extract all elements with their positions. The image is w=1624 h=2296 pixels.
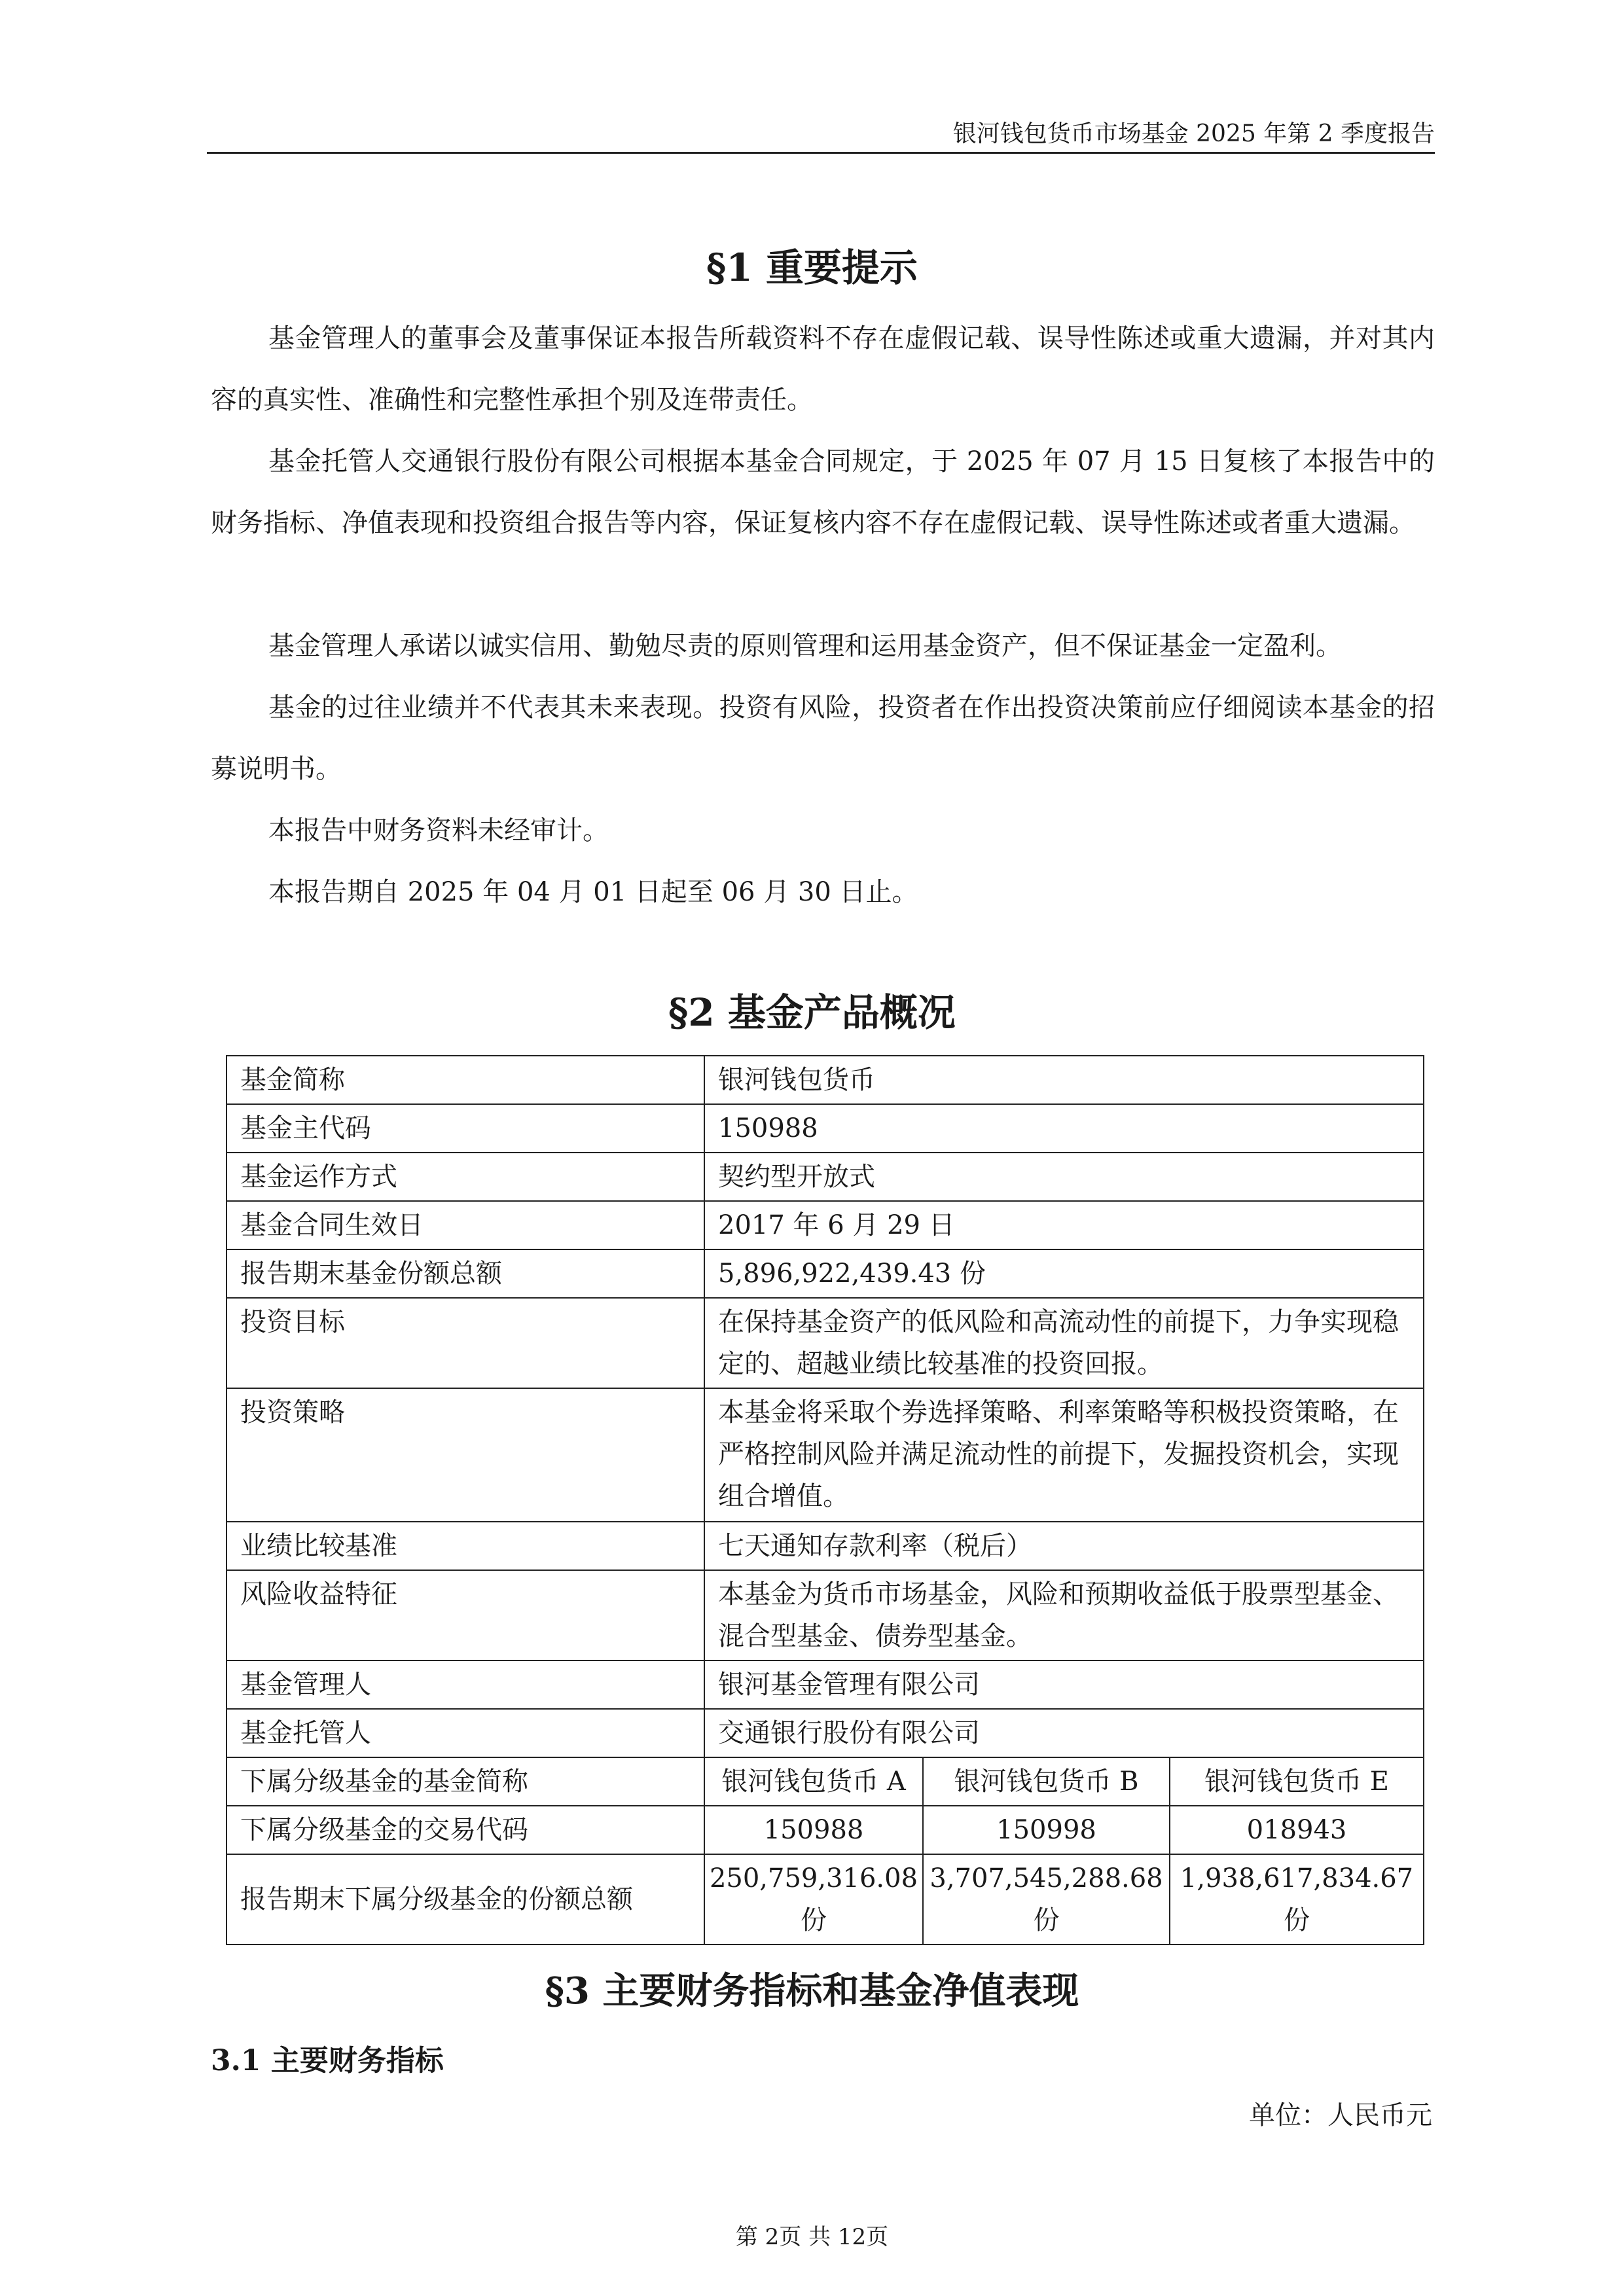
section-1-paragraph: 基金托管人交通银行股份有限公司根据本基金合同规定，于 2025 年 07 月 15 日复核了本报告中的财务指标、净值表现和投资组合报告等内容，保证复核内容不存在虚假记载、误导性陈述或者重大遗漏。: [211, 446, 1435, 538]
table-row: [226, 1201, 1424, 1249]
row-label: 基金托管人: [226, 1709, 704, 1757]
share-class-amount: 3,707,545,288.68 份: [923, 1854, 1170, 1945]
row-value: 交通银行股份有限公司: [704, 1709, 1424, 1757]
row-value: 本基金为货币市场基金，风险和预期收益低于股票型基金、混合型基金、债券型基金。: [704, 1570, 1424, 1660]
share-class-amount: 1,938,617,834.67 份: [1170, 1854, 1424, 1945]
share-class-amount-row: [226, 1854, 1424, 1945]
row-label: 报告期末基金份额总额: [226, 1249, 704, 1298]
section-3-title: §3 主要财务指标和基金净值表现: [545, 1969, 1079, 2013]
table-row: [226, 1660, 1424, 1709]
section-1-paragraph: 基金的过往业绩并不代表其未来表现。投资有风险，投资者在作出投资决策前应仔细阅读本基金的招募说明书。: [211, 692, 1435, 784]
row-value: 七天通知存款利率（税后）: [704, 1522, 1424, 1570]
section-1-paragraph: 本报告中财务资料未经审计。: [268, 816, 609, 846]
share-class-code: 150988: [704, 1806, 923, 1854]
row-label: 报告期末下属分级基金的份额总额: [226, 1854, 704, 1945]
row-value: 2017 年 6 月 29 日: [704, 1201, 1424, 1249]
table-row: [226, 1709, 1424, 1757]
row-value: 银河基金管理有限公司: [704, 1660, 1424, 1709]
subsection-title: 3.1 主要财务指标: [211, 2044, 444, 2077]
currency-unit: 单位：人民币元: [1249, 2100, 1432, 2130]
section-2-title: §2 基金产品概况: [668, 990, 956, 1035]
row-label: 业绩比较基准: [226, 1522, 704, 1570]
share-class-name: 银河钱包货币 A: [704, 1757, 923, 1806]
row-value: 银河钱包货币: [704, 1056, 1424, 1104]
table-row: [226, 1056, 1424, 1104]
table-row: [226, 1153, 1424, 1201]
table-row: [226, 1388, 1424, 1522]
share-class-code: 018943: [1170, 1806, 1424, 1854]
table-row: [226, 1522, 1424, 1570]
row-label: 投资策略: [226, 1388, 704, 1522]
row-label: 基金运作方式: [226, 1153, 704, 1201]
share-class-code-row: [226, 1806, 1424, 1854]
row-value: 本基金将采取个券选择策略、利率策略等积极投资策略，在严格控制风险并满足流动性的前提下，发掘投资机会，实现组合增值。: [704, 1388, 1424, 1522]
row-label: 风险收益特征: [226, 1570, 704, 1660]
share-class-name: 银河钱包货币 B: [923, 1757, 1170, 1806]
share-class-amount: 250,759,316.08 份: [704, 1854, 923, 1945]
page-number: 第 2页 共 12页: [735, 2224, 889, 2250]
section-1-paragraph: 基金管理人承诺以诚实信用、勤勉尽责的原则管理和运用基金资产，但不保证基金一定盈利。: [268, 631, 1342, 661]
table-row: [226, 1570, 1424, 1660]
page-header: [207, 111, 1435, 154]
fund-overview-table: [226, 1055, 1424, 1945]
share-class-name-row: [226, 1757, 1424, 1806]
share-class-name: 银河钱包货币 E: [1170, 1757, 1424, 1806]
row-label: 投资目标: [226, 1298, 704, 1388]
row-value: 契约型开放式: [704, 1153, 1424, 1201]
row-label: 下属分级基金的基金简称: [226, 1757, 704, 1806]
row-label: 基金管理人: [226, 1660, 704, 1709]
table-row: [226, 1249, 1424, 1298]
row-label: 基金主代码: [226, 1104, 704, 1153]
section-1-paragraph: 基金管理人的董事会及董事保证本报告所载资料不存在虚假记载、误导性陈述或重大遗漏，并对其内容的真实性、准确性和完整性承担个别及连带责任。: [211, 323, 1435, 415]
row-label: 下属分级基金的交易代码: [226, 1806, 704, 1854]
section-1-title: §1 重要提示: [706, 245, 918, 290]
row-value: 在保持基金资产的低风险和高流动性的前提下，力争实现稳定的、超越业绩比较基准的投资回报。: [704, 1298, 1424, 1388]
row-label: 基金简称: [226, 1056, 704, 1104]
table-row: [226, 1104, 1424, 1153]
row-value: 150988: [704, 1104, 1424, 1153]
table-row: [226, 1298, 1424, 1388]
section-1-paragraph: 本报告期自 2025 年 04 月 01 日起至 06 月 30 日止。: [268, 877, 918, 907]
row-label: 基金合同生效日: [226, 1201, 704, 1249]
header-title: 银河钱包货币市场基金 2025 年第 2 季度报告: [952, 120, 1435, 147]
share-class-code: 150998: [923, 1806, 1170, 1854]
row-value: 5,896,922,439.43 份: [704, 1249, 1424, 1298]
